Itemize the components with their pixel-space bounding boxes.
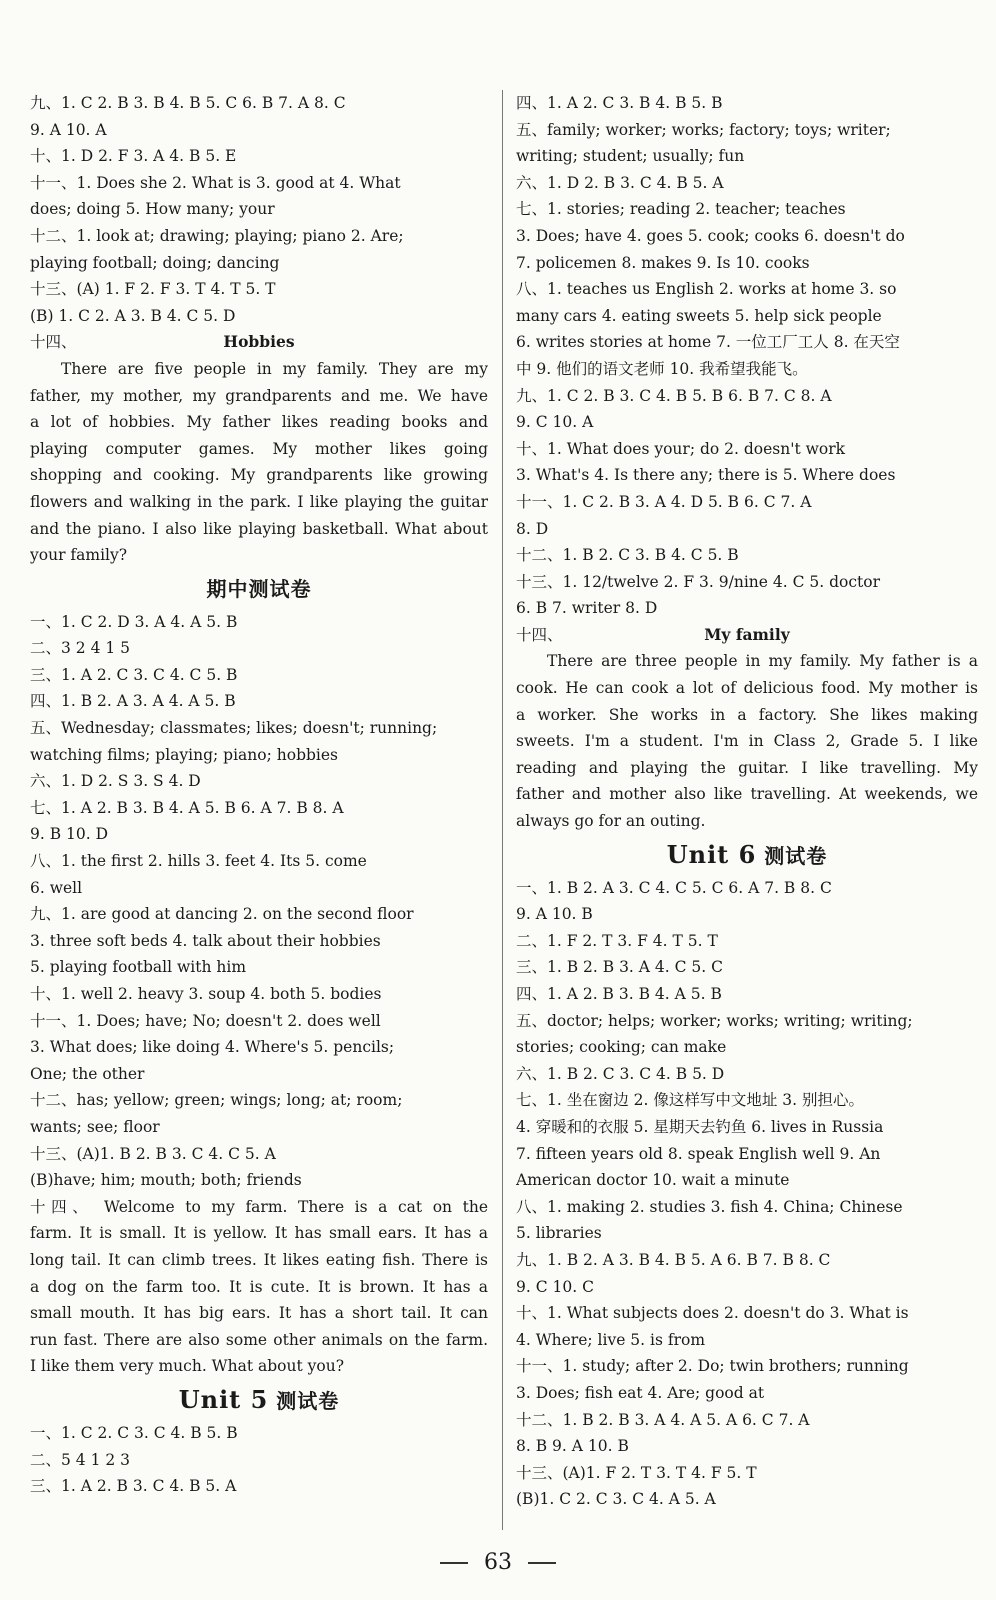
answer-line: 4. 穿暖和的衣服 5. 星期天去钓鱼 6. lives in Russia (516, 1117, 884, 1136)
essay-number: 十四、 (30, 333, 77, 352)
answer-line: writing; student; usually; fun (516, 147, 745, 166)
page-number-dash-left (440, 1562, 468, 1564)
answer-line: 8. B 9. A 10. B (516, 1437, 629, 1456)
answer-line: watching films; playing; piano; hobbies (30, 745, 339, 764)
essay-number: 十四、 (516, 625, 563, 644)
essay-line: cook. He can cook a lot of delicious food. My mother is (516, 679, 978, 698)
answer-line: 八、1. teaches us English 2. works at home 3. so (516, 280, 897, 299)
answer-line: 十、1. What does your; do 2. doesn't work (516, 439, 846, 458)
answer-line: 三、1. A 2. C 3. C 4. C 5. B (30, 665, 238, 684)
answers-unit5 (30, 1420, 488, 1500)
section-title-unit5 (30, 1380, 488, 1420)
answer-line: 3. three soft beds 4. talk about their hobbies (30, 931, 381, 950)
answer-line: 七、1. A 2. B 3. B 4. A 5. B 6. A 7. B 8. A (30, 798, 344, 817)
essay-line: run fast. There are also some other animals on the farm. (30, 1330, 488, 1349)
answer-line: 八、1. making 2. studies 3. fish 4. China; Chinese (516, 1197, 903, 1216)
answer-line: 6. writes stories at home 7. 一位工厂工人 8. 在天空 (516, 333, 900, 352)
answer-line: 六、1. D 2. B 3. C 4. B 5. A (516, 173, 724, 192)
essay-line: farm. It is small. It is yellow. It has small ears. It has a (30, 1224, 488, 1243)
answer-line: 五、doctor; helps; worker; works; writing; writing; (516, 1011, 913, 1030)
column-divider (502, 90, 503, 1530)
page-number-text: 63 (484, 1550, 512, 1575)
answer-line: 四、1. A 2. B 3. B 4. A 5. B (516, 985, 722, 1003)
answer-line: 二、3 2 4 1 5 (30, 639, 131, 658)
answer-line: 十、1. well 2. heavy 3. soup 4. both 5. bodies (30, 985, 382, 1003)
answer-line: 九、1. C 2. B 3. B 4. B 5. C 6. B 7. A 8. C (30, 94, 346, 112)
answer-line: (B) 1. C 2. A 3. B 4. C 5. D (30, 306, 236, 325)
answer-line: 四、1. A 2. C 3. B 4. B 5. B (516, 94, 723, 112)
answer-line: 九、1. B 2. A 3. B 4. B 5. A 6. B 7. B 8. C (516, 1250, 831, 1269)
answer-line: 9. C 10. A (516, 413, 594, 432)
answer-line: 十一、1. Does she 2. What is 3. good at 4. What (30, 173, 401, 192)
essay-line: shopping and cooking. My grandparents like growing (30, 466, 488, 485)
unit5-title-cn: 测试卷 (268, 1388, 340, 1413)
essay-line: There are three people in my family. My father is a (547, 652, 978, 671)
answer-line: 9. C 10. C (516, 1277, 594, 1296)
answer-line: 六、1. D 2. S 3. S 4. D (30, 772, 201, 791)
answers-midterm (30, 609, 488, 1194)
essay-line: a dog on the farm too. It is cute. It is brown. It has a (30, 1277, 488, 1296)
answer-line: 九、1. are good at dancing 2. on the second floor (30, 905, 414, 924)
page-number-dash-right (528, 1562, 556, 1564)
essay-line: sweets. I'm a student. I'm in Class 2, Grade 5. I like (516, 732, 978, 751)
answer-line: 四、1. B 2. A 3. A 4. A 5. B (30, 692, 236, 711)
answer-line: 6. well (30, 878, 83, 897)
answer-line: 三、1. B 2. B 3. A 4. C 5. C (516, 958, 723, 977)
answer-line: 二、5 4 1 2 3 (30, 1450, 131, 1469)
answer-line: does; doing 5. How many; your (30, 200, 275, 219)
answer-line: 六、1. B 2. C 3. C 4. B 5. D (516, 1064, 725, 1083)
answer-line: 一、1. B 2. A 3. C 4. C 5. C 6. A 7. B 8. C (516, 878, 832, 897)
answer-line: One; the other (30, 1064, 145, 1083)
answer-line: playing football; doing; dancing (30, 253, 280, 272)
answer-line: 七、1. stories; reading 2. teacher; teaches (516, 200, 846, 219)
essay-line: I like them very much. What about you? (30, 1357, 345, 1376)
answer-line: 十三、(A)1. F 2. T 3. T 4. F 5. T (516, 1463, 757, 1482)
answer-line: 9. A 10. B (516, 905, 593, 924)
answer-line: 一、1. C 2. D 3. A 4. A 5. B (30, 612, 238, 631)
answer-line: 十一、1. Does; have; No; doesn't 2. does well (30, 1011, 381, 1030)
essay-title: Hobbies (223, 332, 295, 352)
answer-line: 十二、1. B 2. B 3. A 4. A 5. A 6. C 7. A (516, 1410, 810, 1429)
essay-line: flowers and walking in the park. I like playing the guitar (30, 492, 488, 511)
answer-line: 3. Does; have 4. goes 5. cook; cooks 6. doesn't do (516, 226, 905, 245)
essay-line: a worker. She works in a factory. She likes making (516, 705, 978, 724)
essay-line: and the piano. I also like playing basketball. What about (30, 519, 488, 538)
answer-line: 十二、has; yellow; green; wings; long; at; room; (30, 1091, 403, 1110)
answer-line: 7. policemen 8. makes 9. Is 10. cooks (516, 253, 810, 272)
answers-unit5-tail (516, 90, 978, 622)
answer-line: 十一、1. C 2. B 3. A 4. D 5. B 6. C 7. A (516, 492, 812, 511)
unit6-title-cn: 测试卷 (756, 843, 828, 868)
answer-line: 9. B 10. D (30, 825, 109, 844)
answer-line: 二、1. F 2. T 3. F 4. T 5. T (516, 931, 718, 950)
answer-line: 3. What does; like doing 4. Where's 5. pencils; (30, 1038, 395, 1057)
answer-line: (B)have; him; mouth; both; friends (30, 1171, 302, 1190)
section-title-midterm: 期中测试卷 (206, 576, 312, 601)
essay-line: father, my mother, my grandparents and me. We have (30, 386, 488, 405)
answer-line: 八、1. the first 2. hills 3. feet 4. Its 5. come (30, 852, 367, 871)
answer-line: 6. B 7. writer 8. D (516, 599, 658, 618)
page-number (0, 1548, 996, 1578)
answer-line: American doctor 10. wait a minute (516, 1171, 790, 1190)
essay-line: your family? (30, 546, 128, 565)
answers-unit4-tail (30, 90, 488, 329)
essay-heading-my-family (516, 622, 978, 649)
section-title-unit6 (516, 835, 978, 875)
essay-line: a lot of hobbies. My father likes reading books and (30, 413, 488, 432)
essay-line: long tail. It can climb trees. It likes eating fish. There is (30, 1250, 488, 1269)
left-column (30, 90, 488, 1500)
answer-line: 5. libraries (516, 1224, 602, 1243)
essay-heading-hobbies (30, 329, 488, 356)
answer-line: 十、1. What subjects does 2. doesn't do 3. What is (516, 1304, 909, 1323)
answer-line: 十三、(A) 1. F 2. F 3. T 4. T 5. T (30, 280, 276, 299)
essay-my-family (516, 648, 978, 834)
answer-line: 十三、(A)1. B 2. B 3. C 4. C 5. A (30, 1144, 276, 1163)
essay-farm (30, 1194, 488, 1380)
answer-line: 十、1. D 2. F 3. A 4. B 5. E (30, 147, 237, 166)
essay-line: small mouth. It has big ears. It has a short tail. It can (30, 1304, 488, 1323)
answer-line: wants; see; floor (30, 1117, 160, 1136)
answer-line: stories; cooking; can make (516, 1038, 727, 1057)
answer-line: 8. D (516, 519, 549, 538)
answer-line: 中 9. 他们的语文老师 10. 我希望我能飞。 (516, 359, 808, 378)
answer-line: 十二、1. B 2. C 3. B 4. C 5. B (516, 546, 739, 565)
answer-line: 3. What's 4. Is there any; there is 5. Where does (516, 466, 896, 485)
answer-line: 5. playing football with him (30, 958, 247, 977)
answer-line: 十一、1. study; after 2. Do; twin brothers; running (516, 1357, 909, 1376)
answer-line: 十二、1. look at; drawing; playing; piano 2. Are; (30, 226, 404, 245)
answer-line: 7. fifteen years old 8. speak English well 9. An (516, 1144, 881, 1163)
answer-line: 9. A 10. A (30, 120, 107, 139)
answer-line: 七、1. 坐在窗边 2. 像这样写中文地址 3. 别担心。 (516, 1091, 865, 1110)
unit5-title-big: Unit 5 (178, 1384, 269, 1414)
essay-line: reading and playing the guitar. I like travelling. My (516, 758, 978, 777)
answer-line: 三、1. A 2. B 3. C 4. B 5. A (30, 1477, 237, 1496)
right-column (516, 90, 978, 1513)
answer-line: 4. Where; live 5. is from (516, 1330, 706, 1349)
answers-unit6 (516, 875, 978, 1513)
essay-title: My family (704, 624, 790, 644)
essay-line: There are five people in my family. They are my (61, 359, 488, 378)
answer-line: 五、Wednesday; classmates; likes; doesn't; running; (30, 719, 438, 738)
answer-line: 十三、1. 12/twelve 2. F 3. 9/nine 4. C 5. doctor (516, 572, 880, 591)
answer-line: 一、1. C 2. C 3. C 4. B 5. B (30, 1423, 238, 1442)
unit6-title-big: Unit 6 (666, 839, 757, 869)
answer-line: 九、1. C 2. B 3. C 4. B 5. B 6. B 7. C 8. A (516, 386, 832, 405)
essay-line: father and mother also like travelling. At weekends, we (516, 785, 978, 804)
answer-line: (B)1. C 2. C 3. C 4. A 5. A (516, 1490, 716, 1509)
essay-hobbies (30, 356, 488, 569)
essay-line: playing computer games. My mother likes going (30, 439, 488, 458)
answer-line: many cars 4. eating sweets 5. help sick people (516, 306, 882, 325)
essay-line: always go for an outing. (516, 812, 706, 831)
essay-line: 十四、 Welcome to my farm. There is a cat on the (30, 1197, 488, 1216)
answer-line: 五、family; worker; works; factory; toys; writer; (516, 120, 891, 139)
answer-line: 3. Does; fish eat 4. Are; good at (516, 1383, 765, 1402)
